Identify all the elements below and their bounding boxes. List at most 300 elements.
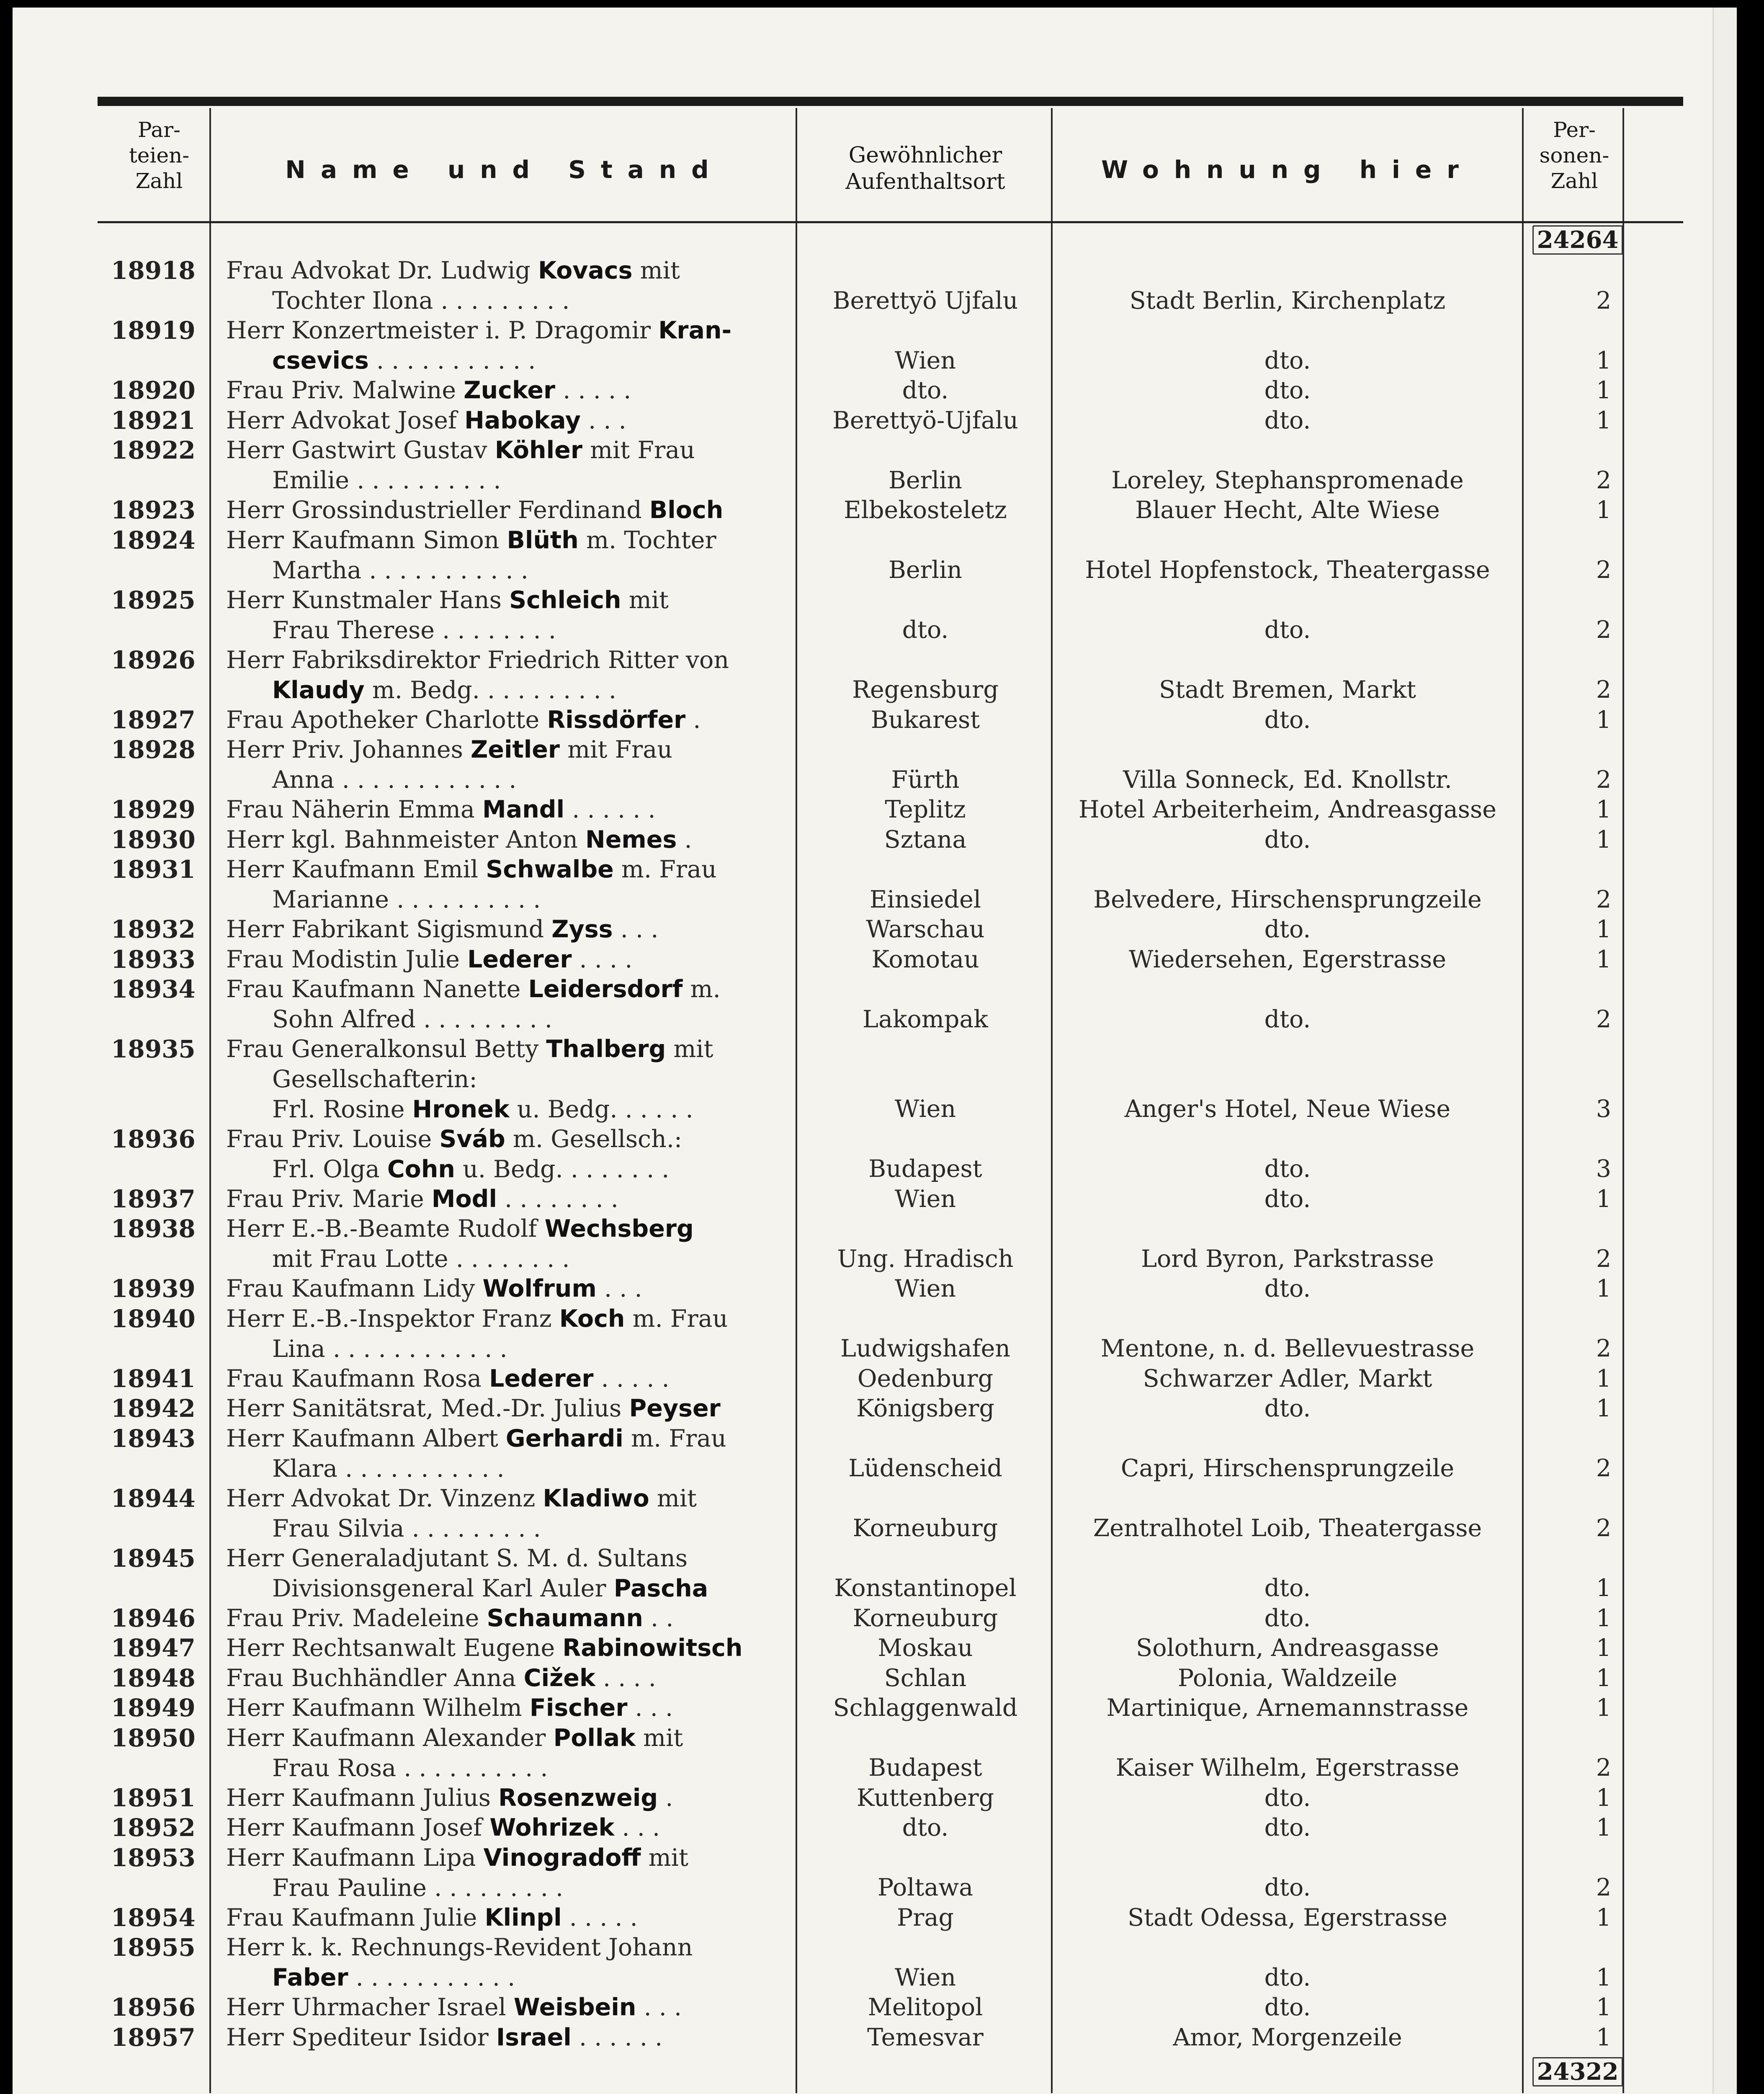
local-residence: dto. <box>1264 1784 1311 1812</box>
top-rule <box>98 97 1683 106</box>
persons-cell <box>1528 705 1625 735</box>
surname: Kovacs <box>538 257 633 284</box>
name-suffix: mit <box>666 1035 713 1063</box>
name-and-status <box>226 1184 796 1214</box>
local-residence: Hotel Hopfenstock, Theatergasse <box>1085 556 1490 584</box>
local-residence: Wiedersehen, Egerstrasse <box>1128 945 1447 973</box>
party-number: 18920 <box>111 376 196 405</box>
name-suffix: . . . <box>614 1814 660 1841</box>
name-line <box>226 1663 796 1693</box>
persons-cell <box>1528 346 1625 376</box>
surname: Cižek <box>523 1664 595 1692</box>
surname: Bloch <box>649 496 724 524</box>
name-line <box>226 1693 796 1723</box>
home-location: Budapest <box>868 1155 982 1183</box>
name-suffix: . <box>677 825 692 854</box>
party-number: 18957 <box>111 2023 196 2052</box>
home-location: Fürth <box>891 766 960 794</box>
name-line <box>226 1334 796 1364</box>
surname: Rosenzweig <box>498 1784 658 1812</box>
persons-count: 2 <box>1596 1754 1612 1782</box>
name-line <box>226 555 796 585</box>
name-suffix: . . . <box>636 1993 682 2021</box>
name-line <box>226 675 796 705</box>
home-location: Sztana <box>884 825 967 854</box>
persons-count: 1 <box>1596 1814 1612 1841</box>
name-suffix: . . . . . . . . <box>435 616 556 644</box>
name-suffix: . . . <box>613 915 659 943</box>
name-line <box>226 1364 796 1394</box>
name-and-status <box>226 435 796 495</box>
surname: Zucker <box>464 377 556 404</box>
name-text: Divisionsgeneral Karl Auler <box>272 1574 614 1602</box>
persons-count: 2 <box>1596 1514 1612 1542</box>
name-suffix: . <box>685 706 701 734</box>
home-location: Regensburg <box>852 676 999 704</box>
surname: Hronek <box>412 1096 510 1123</box>
persons-count: 1 <box>1596 1903 1612 1932</box>
persons-cell <box>1528 1633 1625 1663</box>
name-line <box>226 1962 796 1993</box>
persons-count: 1 <box>1596 496 1612 524</box>
home-location: Komotau <box>871 945 979 973</box>
persons-cell <box>1528 1693 1625 1723</box>
persons-cell <box>1528 1274 1625 1304</box>
local-residence: dto. <box>1264 1185 1311 1213</box>
persons-count: 2 <box>1596 1454 1612 1482</box>
name-text: Frau Advokat Dr. Ludwig <box>226 257 538 284</box>
local-residence: dto. <box>1264 616 1311 644</box>
name-suffix: . <box>658 1784 673 1812</box>
local-residence: Stadt Berlin, Kirchenplatz <box>1129 286 1446 315</box>
name-text: Herr Kaufmann Julius <box>226 1784 499 1812</box>
surname: Blüth <box>507 526 579 554</box>
name-suffix: . . . . . . . . . . <box>389 886 541 913</box>
name-suffix: . . . . . . . . . <box>415 1006 553 1033</box>
party-number: 18925 <box>111 585 196 614</box>
persons-count: 1 <box>1596 706 1612 734</box>
home-location: Berettyö-Ujfalu <box>832 406 1018 434</box>
persons-count: 1 <box>1596 945 1612 973</box>
party-number: 18939 <box>111 1274 196 1303</box>
home-location: Korneuburg <box>852 1604 998 1632</box>
name-and-status <box>226 1992 796 2022</box>
persons-count: 2 <box>1596 885 1612 913</box>
home-location: Schlan <box>884 1664 967 1692</box>
name-suffix: . . <box>643 1604 674 1632</box>
surname: Zeitler <box>470 736 560 763</box>
name-text: Frau Rosa <box>272 1754 397 1782</box>
name-and-status <box>226 944 796 975</box>
name-and-status <box>226 825 796 855</box>
home-location: Elbekosteletz <box>844 496 1007 524</box>
surname: Rabinowitsch <box>562 1634 743 1662</box>
persons-count: 1 <box>1596 796 1612 823</box>
home-location: Lakompak <box>863 1005 988 1033</box>
name-line <box>226 585 796 615</box>
name-line <box>226 1813 796 1843</box>
home-location: Kuttenberg <box>856 1784 994 1812</box>
local-residence: Martinique, Arnemannstrasse <box>1106 1694 1469 1722</box>
persons-count: 1 <box>1596 1664 1612 1692</box>
name-text: Herr Kaufmann Lipa <box>226 1844 484 1872</box>
persons-count: 1 <box>1596 1784 1612 1812</box>
name-suffix: . . . <box>627 1694 673 1722</box>
home-location: Ung. Hradisch <box>837 1245 1014 1273</box>
persons-cell <box>1528 885 1625 915</box>
name-and-status <box>226 1903 796 1933</box>
name-line <box>226 495 796 525</box>
persons-count: 1 <box>1596 1963 1612 1991</box>
name-suffix: . . . . . . . . . . . . <box>334 766 517 794</box>
name-and-status <box>226 974 796 1034</box>
surname: Cohn <box>387 1155 455 1183</box>
name-and-status <box>226 645 796 705</box>
home-location: Berlin <box>888 466 963 494</box>
surname: csevics <box>272 347 369 374</box>
persons-count: 1 <box>1596 377 1612 404</box>
name-suffix: . . . . . . . . . . . . <box>325 1335 507 1363</box>
persons-cell <box>1528 615 1625 645</box>
local-residence: dto. <box>1264 346 1311 374</box>
name-line <box>226 615 796 645</box>
name-line <box>226 1064 796 1094</box>
surname: Rissdörfer <box>547 706 686 734</box>
persons-cell <box>1528 1753 1625 1783</box>
home-location: dto. <box>902 1814 949 1841</box>
name-text: Frau Priv. Louise <box>226 1125 440 1153</box>
local-residence: dto. <box>1264 1814 1311 1841</box>
persons-count: 3 <box>1596 1155 1612 1183</box>
party-number: 18944 <box>111 1484 196 1513</box>
name-suffix: . . . . . . . . . <box>427 1874 564 1902</box>
name-text: Herr Gastwirt Gustav <box>226 436 495 464</box>
persons-cell <box>1528 1333 1625 1364</box>
name-text: Herr Kunstmaler Hans <box>226 586 510 614</box>
name-suffix: m. Bedg. . . . . . . . . . <box>364 676 616 704</box>
name-and-status <box>226 705 796 735</box>
party-number: 18935 <box>111 1035 196 1063</box>
home-location: Schlaggenwald <box>833 1694 1018 1722</box>
surname: Kladiwo <box>543 1484 649 1512</box>
surname: Wechsberg <box>544 1215 694 1243</box>
name-suffix: . . . . . . . . <box>497 1185 618 1213</box>
local-residence: dto. <box>1264 1005 1311 1033</box>
name-suffix: . . . <box>581 406 626 434</box>
name-line <box>226 794 796 825</box>
local-residence: dto. <box>1264 915 1311 943</box>
name-suffix: m. Frau <box>625 1305 728 1333</box>
surname: Thalberg <box>546 1035 666 1063</box>
persons-count: 2 <box>1596 676 1612 704</box>
column-divider <box>796 108 797 2093</box>
party-number: 18923 <box>111 496 196 524</box>
name-text: Lina <box>272 1335 325 1363</box>
name-line <box>226 1514 796 1544</box>
party-number: 18931 <box>111 855 196 884</box>
page-edge <box>1712 8 1737 2094</box>
name-suffix: . . . . . <box>561 1903 638 1932</box>
surname: Wolfrum <box>482 1275 597 1302</box>
name-text: Frau Generalkonsul Betty <box>226 1035 546 1063</box>
name-and-status <box>226 525 796 585</box>
persons-count: 1 <box>1596 1634 1612 1662</box>
name-text: Herr Advokat Josef <box>226 406 465 434</box>
name-text: Frau Pauline <box>272 1874 427 1902</box>
name-suffix: . . . . . . . . . . . <box>337 1454 505 1483</box>
name-text: Frl. Olga <box>272 1155 387 1183</box>
home-location: Berettyö Ujfalu <box>832 286 1018 315</box>
local-residence: Amor, Morgenzeile <box>1173 2023 1402 2051</box>
name-line <box>226 375 796 405</box>
document-page <box>13 8 1736 2094</box>
surname: Sváb <box>439 1125 505 1153</box>
surname: Modl <box>431 1185 497 1213</box>
name-and-status <box>226 2022 796 2053</box>
persons-cell <box>1528 1872 1625 1903</box>
name-line <box>226 435 796 465</box>
name-text: Frau Priv. Marie <box>226 1185 432 1213</box>
name-text: Frau Kaufmann Lidy <box>226 1275 483 1302</box>
column-divider <box>1051 108 1053 2093</box>
home-location: Konstantinopel <box>834 1574 1017 1602</box>
name-text: Frau Silvia <box>272 1514 404 1542</box>
persons-count: 1 <box>1596 825 1612 854</box>
persons-cell <box>1528 794 1625 825</box>
name-line <box>226 465 796 495</box>
party-number: 18955 <box>111 1933 196 1962</box>
party-number: 18922 <box>111 436 196 464</box>
party-number: 18946 <box>111 1604 196 1632</box>
persons-count: 1 <box>1596 1275 1612 1302</box>
name-suffix: u. Bedg. . . . . . <box>509 1096 693 1123</box>
persons-count: 3 <box>1596 1095 1612 1123</box>
home-location: Poltawa <box>877 1874 973 1901</box>
name-suffix: m. Frau <box>613 856 717 883</box>
local-residence: dto. <box>1264 1275 1311 1302</box>
local-residence: Capri, Hirschensprungzeile <box>1120 1454 1455 1482</box>
header-rule <box>98 221 1683 223</box>
persons-cell <box>1528 1903 1625 1933</box>
name-and-status <box>226 1663 796 1693</box>
surname: Kran- <box>658 317 732 344</box>
name-suffix: m. Frau <box>623 1424 726 1452</box>
name-suffix: m. Gesellsch.: <box>505 1125 682 1153</box>
name-and-status <box>226 735 796 795</box>
name-text: Herr Generaladjutant S. M. d. Sultans <box>226 1544 688 1572</box>
persons-count: 2 <box>1596 766 1612 794</box>
header-wohnung-hier: Wohnung hier <box>1101 155 1474 184</box>
persons-cell <box>1528 944 1625 975</box>
name-line <box>226 1483 796 1514</box>
sum-total: 24322 <box>1532 2057 1623 2086</box>
name-line <box>226 765 796 795</box>
name-and-status <box>226 405 796 436</box>
persons-count: 1 <box>1596 1364 1612 1393</box>
name-line <box>226 645 796 675</box>
name-and-status <box>226 1783 796 1813</box>
persons-cell <box>1528 286 1625 316</box>
party-number: 18941 <box>111 1364 196 1393</box>
home-location: Bukarest <box>870 706 980 734</box>
home-location: Temesvar <box>867 2023 984 2051</box>
name-suffix: . . . . . . . . . <box>433 287 570 315</box>
party-number: 18938 <box>111 1215 196 1243</box>
name-line <box>226 1184 796 1214</box>
local-residence: dto. <box>1264 1993 1311 2021</box>
local-residence: Solothurn, Andreasgasse <box>1136 1634 1439 1662</box>
home-location: Berlin <box>888 556 963 584</box>
name-line <box>226 1573 796 1604</box>
local-residence: Lord Byron, Parkstrasse <box>1141 1245 1434 1273</box>
party-number: 18940 <box>111 1304 196 1333</box>
persons-cell <box>1528 1244 1625 1274</box>
persons-cell <box>1528 1813 1625 1843</box>
persons-cell <box>1528 555 1625 585</box>
name-suffix: . . . . . <box>555 377 631 404</box>
persons-cell <box>1528 1184 1625 1214</box>
home-location: Wien <box>894 1185 956 1213</box>
persons-count: 2 <box>1596 616 1612 644</box>
persons-cell <box>1528 1364 1625 1394</box>
party-number: 18921 <box>111 406 196 435</box>
home-location: Korneuburg <box>852 1514 998 1542</box>
local-residence: dto. <box>1264 406 1311 434</box>
name-and-status <box>226 255 796 316</box>
name-suffix: . . . . . . . . . . . <box>361 556 528 584</box>
name-line <box>226 1424 796 1454</box>
persons-cell <box>1528 1603 1625 1633</box>
name-suffix: u. Bedg. . . . . . . . <box>455 1155 670 1183</box>
persons-cell <box>1528 1573 1625 1603</box>
persons-count: 2 <box>1596 556 1612 584</box>
party-number: 18947 <box>111 1634 196 1662</box>
name-suffix: . . . . . <box>593 1364 670 1393</box>
name-line <box>226 1543 796 1573</box>
persons-count: 2 <box>1596 1874 1612 1901</box>
local-residence: dto. <box>1264 825 1311 854</box>
name-suffix: . . . . . . . . . . <box>349 467 501 494</box>
persons-cell <box>1528 1783 1625 1813</box>
name-line <box>226 405 796 436</box>
local-residence: Polonia, Waldzeile <box>1177 1664 1398 1692</box>
name-suffix: mit <box>649 1484 697 1512</box>
party-number: 18932 <box>111 915 196 944</box>
local-residence: Stadt Odessa, Egerstrasse <box>1128 1903 1447 1932</box>
local-residence: dto. <box>1264 1155 1311 1183</box>
persons-count: 1 <box>1596 1395 1612 1422</box>
name-suffix: m. <box>682 975 721 1003</box>
persons-count: 1 <box>1596 406 1612 434</box>
local-residence: Stadt Bremen, Markt <box>1159 676 1416 704</box>
surname: Faber <box>272 1964 348 1991</box>
persons-count: 1 <box>1596 1694 1612 1722</box>
name-and-status <box>226 1633 796 1663</box>
persons-cell <box>1528 1992 1625 2022</box>
party-number: 18951 <box>111 1783 196 1812</box>
name-line <box>226 346 796 376</box>
persons-cell <box>1528 914 1625 944</box>
name-line <box>226 315 796 346</box>
name-line <box>226 1393 796 1424</box>
name-text: Herr Fabrikant Sigismund <box>226 915 552 943</box>
surname: Fischer <box>529 1694 628 1722</box>
party-number: 18937 <box>111 1184 196 1213</box>
column-divider <box>1522 108 1524 2093</box>
persons-cell <box>1528 675 1625 705</box>
name-and-status <box>226 1393 796 1424</box>
header-personen-zahl: Per- sonen- Zahl <box>1539 118 1609 193</box>
local-residence: Anger's Hotel, Neue Wiese <box>1124 1095 1451 1123</box>
surname: Habokay <box>464 406 581 434</box>
persons-cell <box>1528 465 1625 495</box>
persons-count: 1 <box>1596 915 1612 943</box>
surname: Wohrizek <box>489 1814 615 1841</box>
name-line <box>226 2022 796 2053</box>
party-number: 18950 <box>111 1723 196 1752</box>
home-location: Wien <box>894 346 956 374</box>
party-number: 18934 <box>111 975 196 1003</box>
persons-count: 2 <box>1596 1005 1612 1033</box>
home-location: Melitopol <box>868 1993 983 2021</box>
name-text: Frau Apotheker Charlotte <box>226 706 547 734</box>
home-location: Teplitz <box>885 796 966 823</box>
name-text: Herr Fabriksdirektor Friedrich Ritter von <box>226 646 729 674</box>
party-number: 18924 <box>111 526 196 554</box>
local-residence: Belvedere, Hirschensprungzeile <box>1093 885 1482 913</box>
name-line <box>226 1873 796 1903</box>
home-location: Einsiedel <box>869 885 981 913</box>
home-location: Königsberg <box>856 1395 994 1422</box>
surname: Israel <box>496 2023 572 2051</box>
name-line <box>226 974 796 1004</box>
surname: Schaumann <box>487 1604 643 1632</box>
name-and-status <box>226 585 796 645</box>
name-line <box>226 1034 796 1064</box>
name-and-status <box>226 794 796 825</box>
local-residence: dto. <box>1264 1874 1311 1901</box>
name-and-status <box>226 315 796 376</box>
home-location: Prag <box>896 1903 954 1932</box>
local-residence: dto. <box>1264 1604 1311 1632</box>
persons-cell <box>1528 825 1625 855</box>
surname: Lederer <box>467 945 572 973</box>
name-and-status <box>226 1723 796 1783</box>
name-text: Herr Konzertmeister i. P. Dragomir <box>226 317 659 344</box>
name-suffix: mit Frau <box>560 736 672 763</box>
name-line <box>226 1992 796 2022</box>
name-text: Herr E.-B.-Beamte Rudolf <box>226 1215 545 1243</box>
surname: Schwalbe <box>486 856 614 883</box>
name-line <box>226 1903 796 1933</box>
name-text: Frau Näherin Emma <box>226 796 483 823</box>
name-text: Herr E.-B.-Inspektor Franz <box>226 1305 559 1333</box>
home-location: Wien <box>894 1275 956 1302</box>
persons-cell <box>1528 765 1625 795</box>
local-residence: dto. <box>1264 1395 1311 1422</box>
persons-count: 1 <box>1596 1574 1612 1602</box>
persons-count: 2 <box>1596 1245 1612 1273</box>
name-line <box>226 1124 796 1154</box>
name-and-status <box>226 1274 796 1304</box>
party-number: 18928 <box>111 735 196 764</box>
local-residence: Schwarzer Adler, Markt <box>1143 1364 1432 1393</box>
name-suffix: mit Frau <box>582 436 695 464</box>
local-residence: Blauer Hecht, Alte Wiese <box>1135 496 1440 524</box>
name-text: Tochter Ilona <box>272 287 433 315</box>
name-text: Frau Priv. Madeleine <box>226 1604 487 1632</box>
carry-over-total: 24264 <box>1532 225 1623 255</box>
